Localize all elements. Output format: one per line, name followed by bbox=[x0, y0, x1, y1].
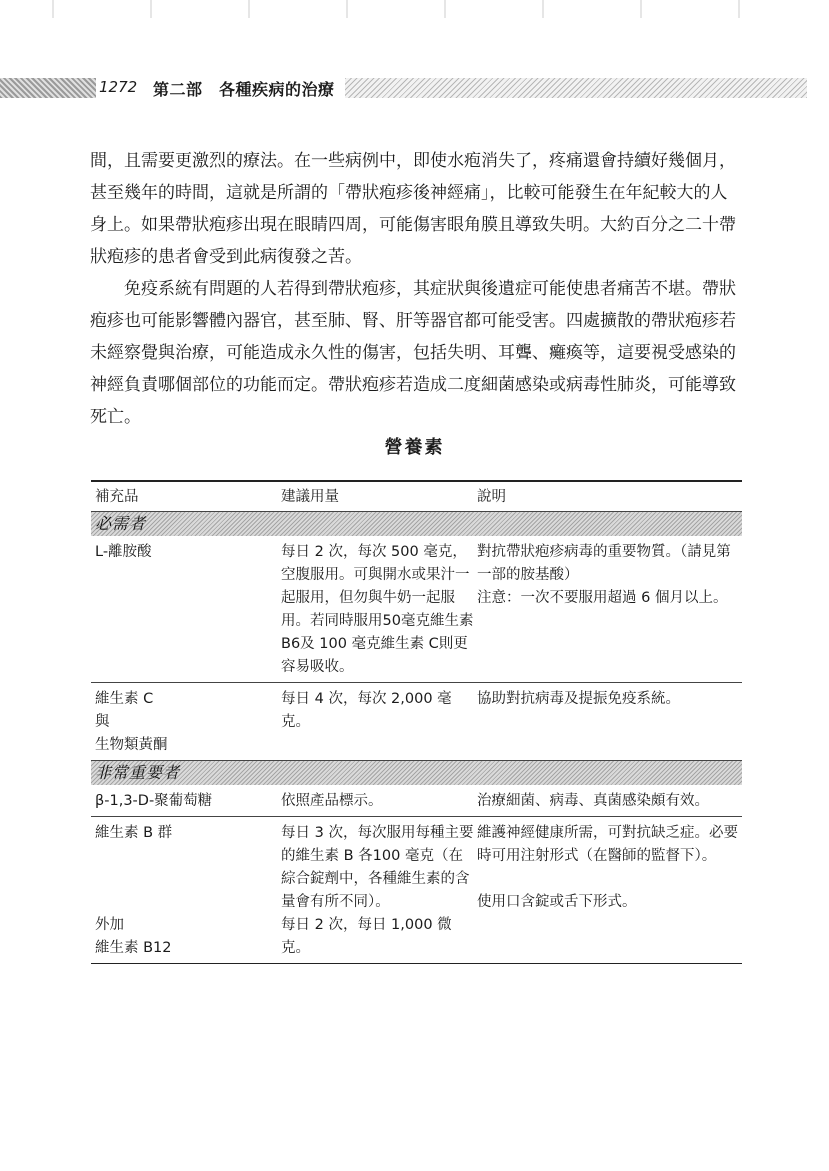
dosage-cell bbox=[281, 822, 477, 960]
nutrient-table bbox=[91, 480, 742, 964]
body-text bbox=[90, 145, 744, 433]
header-right-strip bbox=[345, 78, 807, 98]
running-header bbox=[0, 76, 829, 100]
paragraph: 間，且需要更激烈的療法。在一些病例中，即使水疱消失了，疼痛還會持續好幾個月，甚至幾年的時間，這就是所謂的「帶狀疱疹後神經痛」，比較可能發生在年紀較大的人身上。如果帶狀疱疹出現在眼睛四周，可能傷害眼角膜且導致失明。大約百分之二十帶狀疱疹的患者會受到此病復發之苦。 bbox=[90, 151, 736, 267]
description-line: 協助對抗病毒及提振免疫系統。 bbox=[477, 691, 680, 707]
part-title: 第二部 各種疾病的治療 bbox=[153, 80, 335, 99]
header-left-bar bbox=[0, 78, 96, 98]
supplement-line: 維生素 C bbox=[95, 691, 154, 707]
dosage-cell bbox=[281, 541, 477, 679]
dosage-line: 每日 2 次，每次 500 毫克，空腹服用。可與開水或果汁一起服用，但勿與牛奶一起服用。若同時服用50毫克維生素B6及 100 毫克維生素 C則更容易吸收。 bbox=[281, 544, 474, 675]
table-row bbox=[91, 817, 742, 964]
table-title: 營養素 bbox=[384, 437, 445, 458]
header-dosage: 建議用量 bbox=[281, 489, 339, 505]
table-row bbox=[91, 785, 742, 817]
supplement-line: β-1,3-D-聚葡萄糖 bbox=[95, 793, 213, 809]
supplement-line: 維生素 B12 bbox=[95, 940, 172, 956]
dosage-line: 依照產品標示。 bbox=[281, 793, 383, 809]
supplement-cell bbox=[91, 688, 281, 757]
page-number: 1272 bbox=[99, 78, 138, 96]
category-essential: 必需者 bbox=[91, 512, 742, 536]
supplement-cell bbox=[91, 790, 281, 813]
dosage-cell bbox=[281, 688, 477, 757]
description-line: 維護神經健康所需，可對抗缺乏症。必要時可用注射形式（在醫師的監督下）。 bbox=[477, 825, 738, 864]
dosage-line: 每日 3 次，每次服用每種主要的維生素 B 各100 毫克（在綜合錠劑中，各種維生素的含量會有所不同）。 bbox=[281, 825, 474, 910]
supplement-line: 外加 bbox=[95, 917, 124, 933]
dosage-cell bbox=[281, 790, 477, 813]
table-row bbox=[91, 683, 742, 761]
table-header bbox=[91, 480, 742, 512]
description-cell bbox=[477, 688, 742, 757]
header-description: 說明 bbox=[477, 489, 506, 505]
header-supplement: 補充品 bbox=[95, 489, 139, 505]
scan-noise bbox=[0, 0, 829, 18]
description-line: 注意：一次不要服用超過 6 個月以上。 bbox=[477, 590, 728, 606]
table-row bbox=[91, 536, 742, 683]
supplement-line: 生物類黃酮 bbox=[95, 737, 168, 753]
description-cell bbox=[477, 541, 742, 679]
supplement-line: L-離胺酸 bbox=[95, 544, 152, 560]
supplement-line: 維生素 B 群 bbox=[95, 825, 173, 841]
dosage-line: 每日 4 次，每次 2,000 毫克。 bbox=[281, 691, 452, 730]
paragraph: 免疫系統有問題的人若得到帶狀疱疹，其症狀與後遺症可能使患者痛苦不堪。帶狀疱疹也可能影響體內器官，甚至肺、腎、肝等器官都可能受害。四處擴散的帶狀疱疹若未經察覺與治療，可能造成永久性的傷害，包括失明、耳聾、癱瘓等，這要視受感染的神經負責哪個部位的功能而定。帶狀疱疹若造成二度細菌感染或病毒性肺炎，可能導致死亡。 bbox=[90, 279, 736, 427]
description-cell bbox=[477, 822, 742, 960]
description-line: 對抗帶狀疱疹病毒的重要物質。（請見第一部的胺基酸） bbox=[477, 544, 731, 583]
supplement-cell bbox=[91, 822, 281, 960]
category-very-important: 非常重要者 bbox=[91, 761, 742, 785]
supplement-cell bbox=[91, 541, 281, 679]
description-line: 使用口含錠或舌下形式。 bbox=[477, 894, 637, 910]
description-cell bbox=[477, 790, 742, 813]
supplement-line: 與 bbox=[95, 714, 110, 730]
dosage-line: 每日 2 次，每日 1,000 微克。 bbox=[281, 917, 452, 956]
description-line: 治療細菌、病毒、真菌感染頗有效。 bbox=[477, 793, 709, 809]
